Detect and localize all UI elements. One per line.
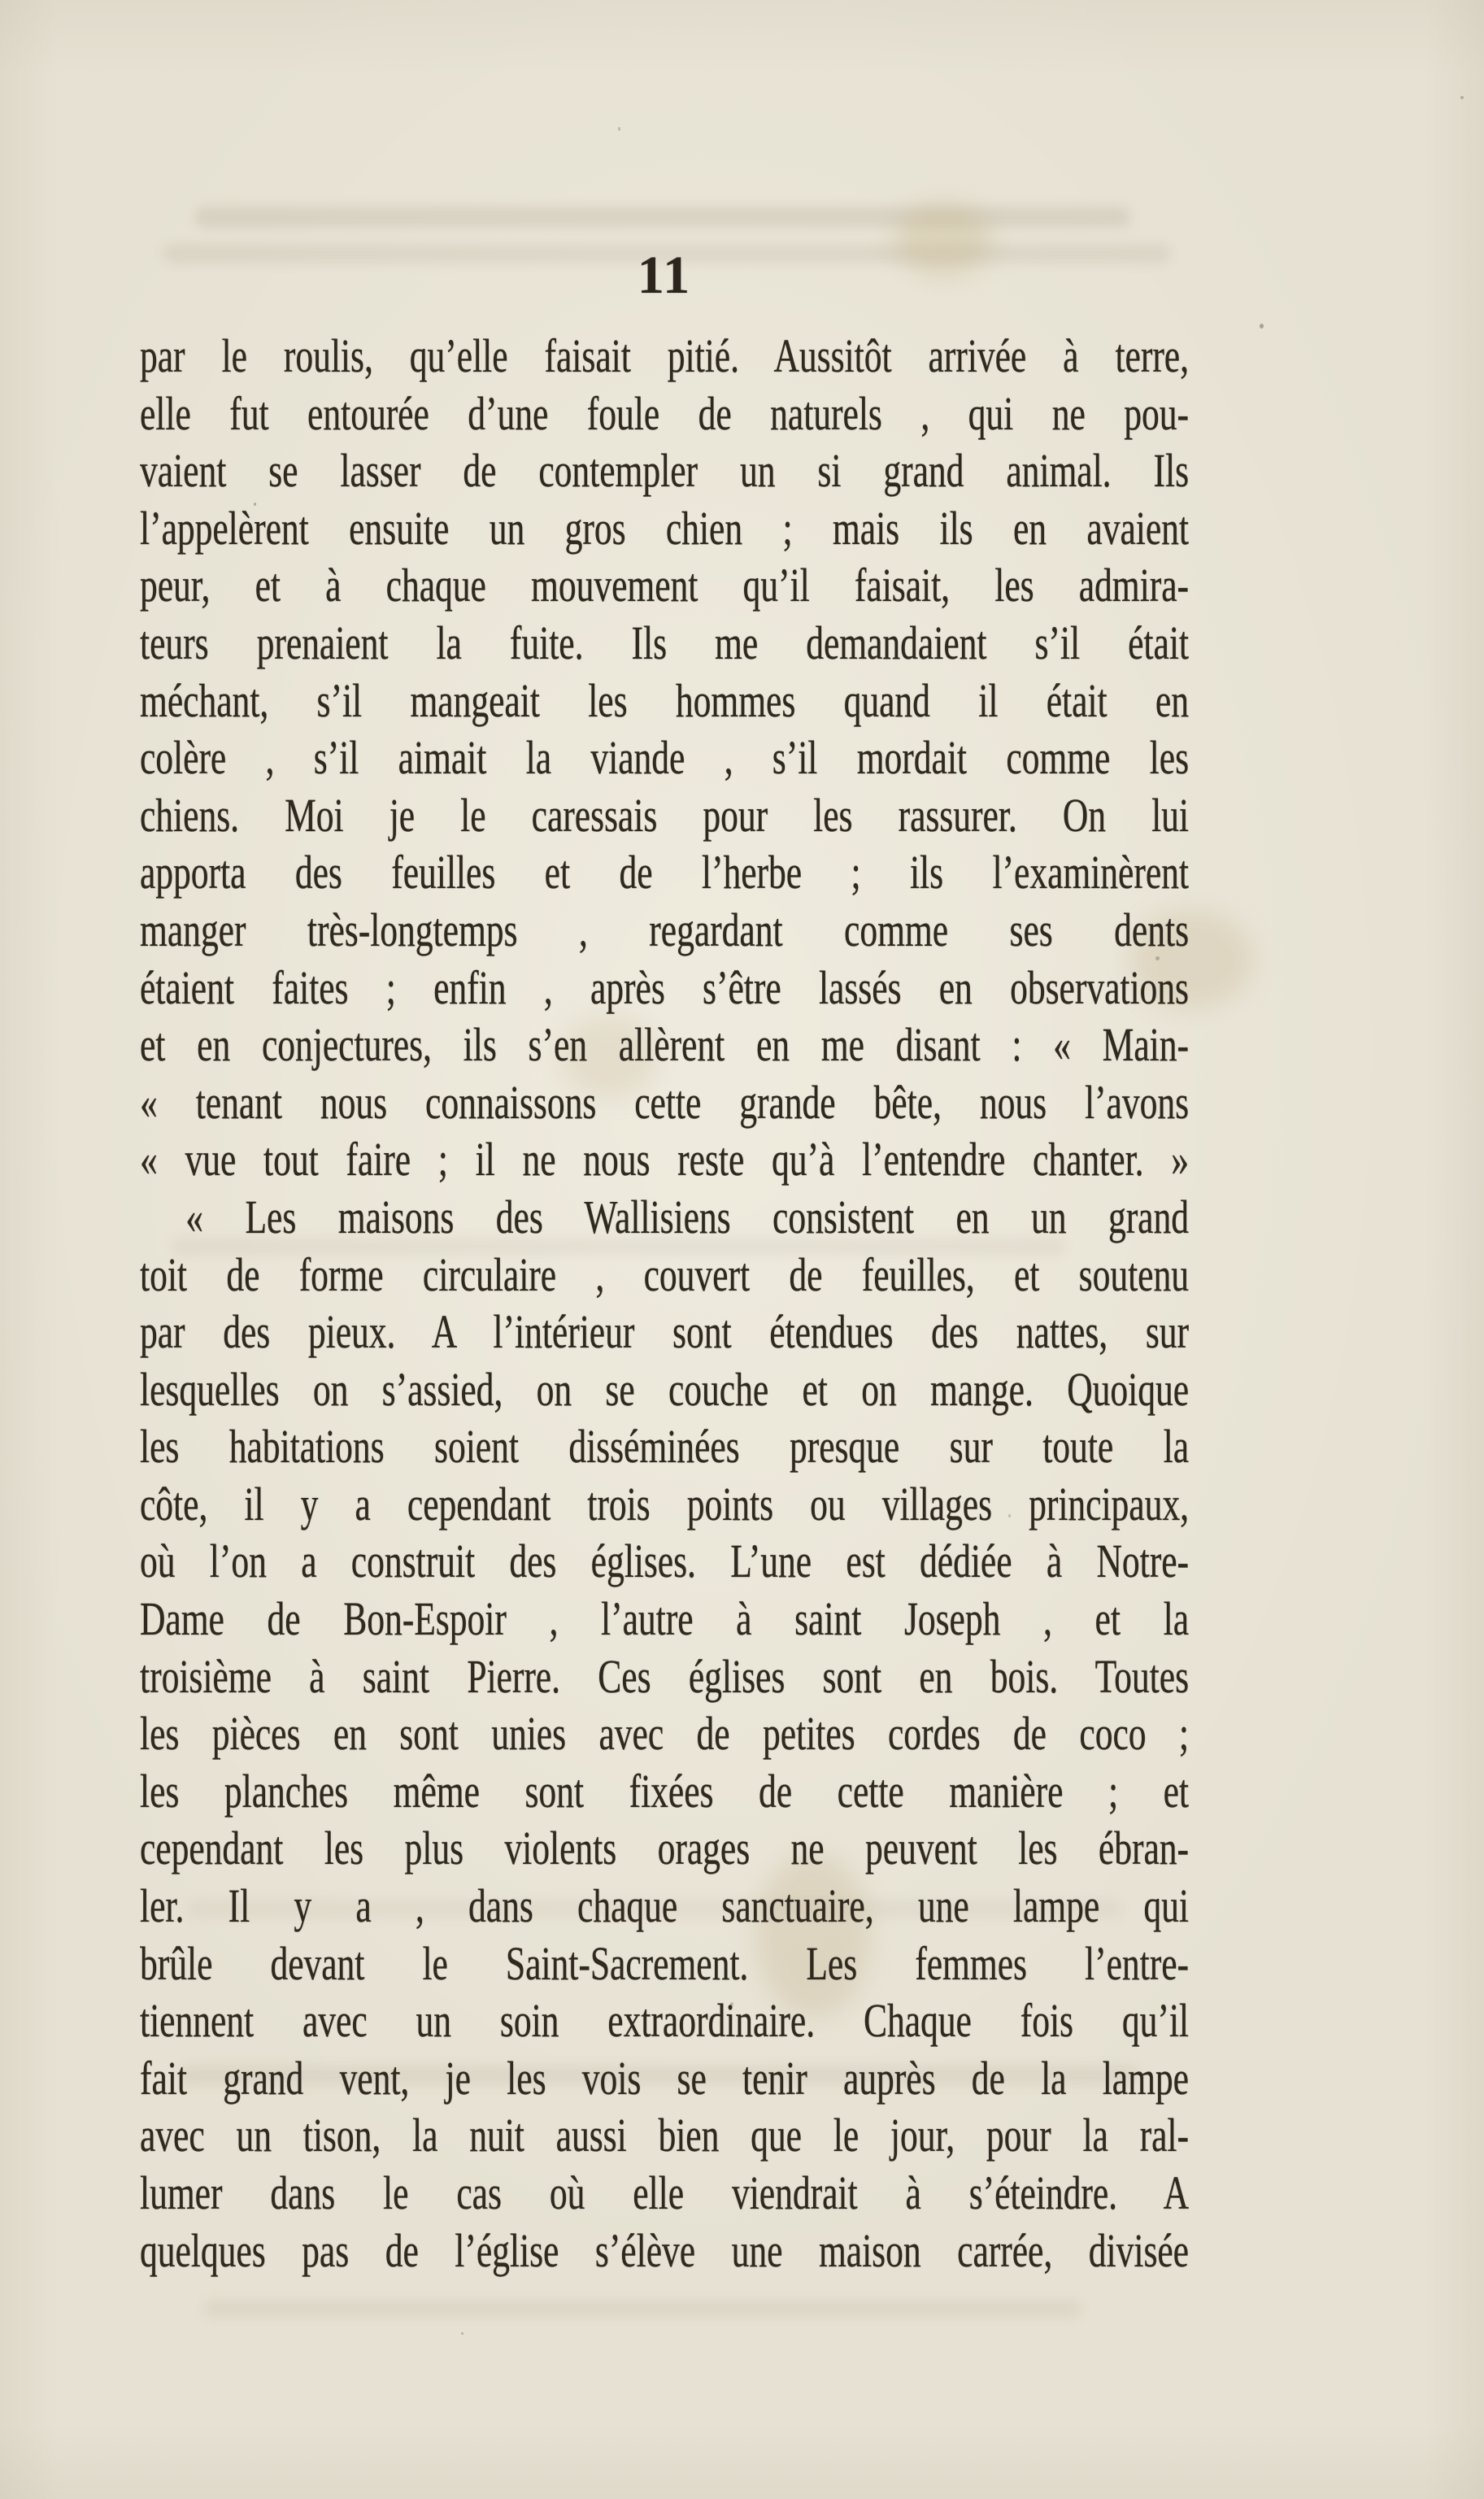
text-line: elle fut entourée d’une foule de naturels , qui ne pou- [140,386,1189,440]
text-line: peur, et à chaque mouvement qu’il faisait, les admira- [140,559,1189,612]
text-line: les pièces en sont unies avec de petites cordes de coco ; [140,1707,1189,1761]
text-line: avec un tison, la nuit aussi bien que le jour, pour la ral- [140,2109,1189,2162]
text-column [140,328,1189,2279]
text-line: apporta des feuilles et de l’herbe ; ils l’examinèrent [140,846,1189,899]
text-line: « vue tout faire ; il ne nous reste qu’à l’entendre chanter. » [140,1133,1189,1186]
showthrough-ghost [195,207,1130,228]
text-line: Dame de Bon-Espoir , l’autre à saint Joseph , et la [140,1592,1189,1646]
text-line: par des pieux. A l’intérieur sont étendues des nattes, sur [140,1305,1189,1359]
text-line: toit de forme circulaire , couvert de feuilles, et soutenu [140,1247,1189,1301]
text-line: les habitations soient disséminées presque sur toute la [140,1420,1189,1474]
text-line: et en conjectures, ils s’en allèrent en me disant : « Main- [140,1018,1189,1072]
text-line: cependant les plus violents orages ne peuvent les ébran- [140,1822,1189,1875]
text-line: chiens. Moi je le caressais pour les rassurer. On lui [140,788,1189,842]
text-line: les planches même sont fixées de cette manière ; et [140,1764,1189,1818]
text-line: lumer dans le cas où elle viendrait à s’éteindre. A [140,2166,1189,2219]
text-line: tiennent avec un soin extraordinaire. Chaque fois qu’il [140,1994,1189,2048]
text-line: fait grand vent, je les vois se tenir auprès de la lampe [140,2051,1189,2105]
ink-speck [1260,324,1264,329]
text-line: manger très-longtemps , regardant comme ses dents [140,903,1189,956]
text-line: ler. Il y a , dans chaque sanctuaire, une lampe qui [140,1879,1189,1933]
ink-speck [1460,96,1464,99]
text-line-paragraph-start: « Les maisons des Wallisiens consistent en un grand [185,1190,1189,1243]
text-line: méchant, s’il mangeait les hommes quand il était en [140,673,1189,727]
text-line: étaient faites ; enfin , après s’être lassés en observations [140,960,1189,1014]
ink-speck [461,2332,463,2335]
page-number: 11 [637,246,692,305]
text-line: brûle devant le Saint-Sacrement. Les femmes l’entre- [140,1936,1189,1990]
text-line: quelques pas de l’église s’élève une maison carrée, divisée [140,2223,1189,2277]
ink-speck [618,127,620,131]
showthrough-ghost [203,2300,1081,2318]
text-line: où l’on a construit des églises. L’une est dédiée à Notre- [140,1535,1189,1588]
text-line: vaient se lasser de contempler un si grand animal. Ils [140,444,1189,498]
text-line: l’appelèrent ensuite un gros chien ; mais ils en avaient [140,501,1189,555]
text-line: teurs prenaient la fuite. Ils me demandaient s’il était [140,616,1189,669]
text-line: lesquelles on s’assied, on se couche et on mange. Quoique [140,1362,1189,1416]
text-line: « tenant nous connaissons cette grande bête, nous l’avons [140,1075,1189,1129]
text-line: colère , s’il aimait la viande , s’il mordait comme les [140,731,1189,785]
text-line: côte, il y a cependant trois points ou villages principaux, [140,1477,1189,1530]
text-line: troisième à saint Pierre. Ces églises sont en bois. Toutes [140,1649,1189,1703]
text-line: par le roulis, qu’elle faisait pitié. Aussitôt arrivée à terre, [140,329,1189,382]
